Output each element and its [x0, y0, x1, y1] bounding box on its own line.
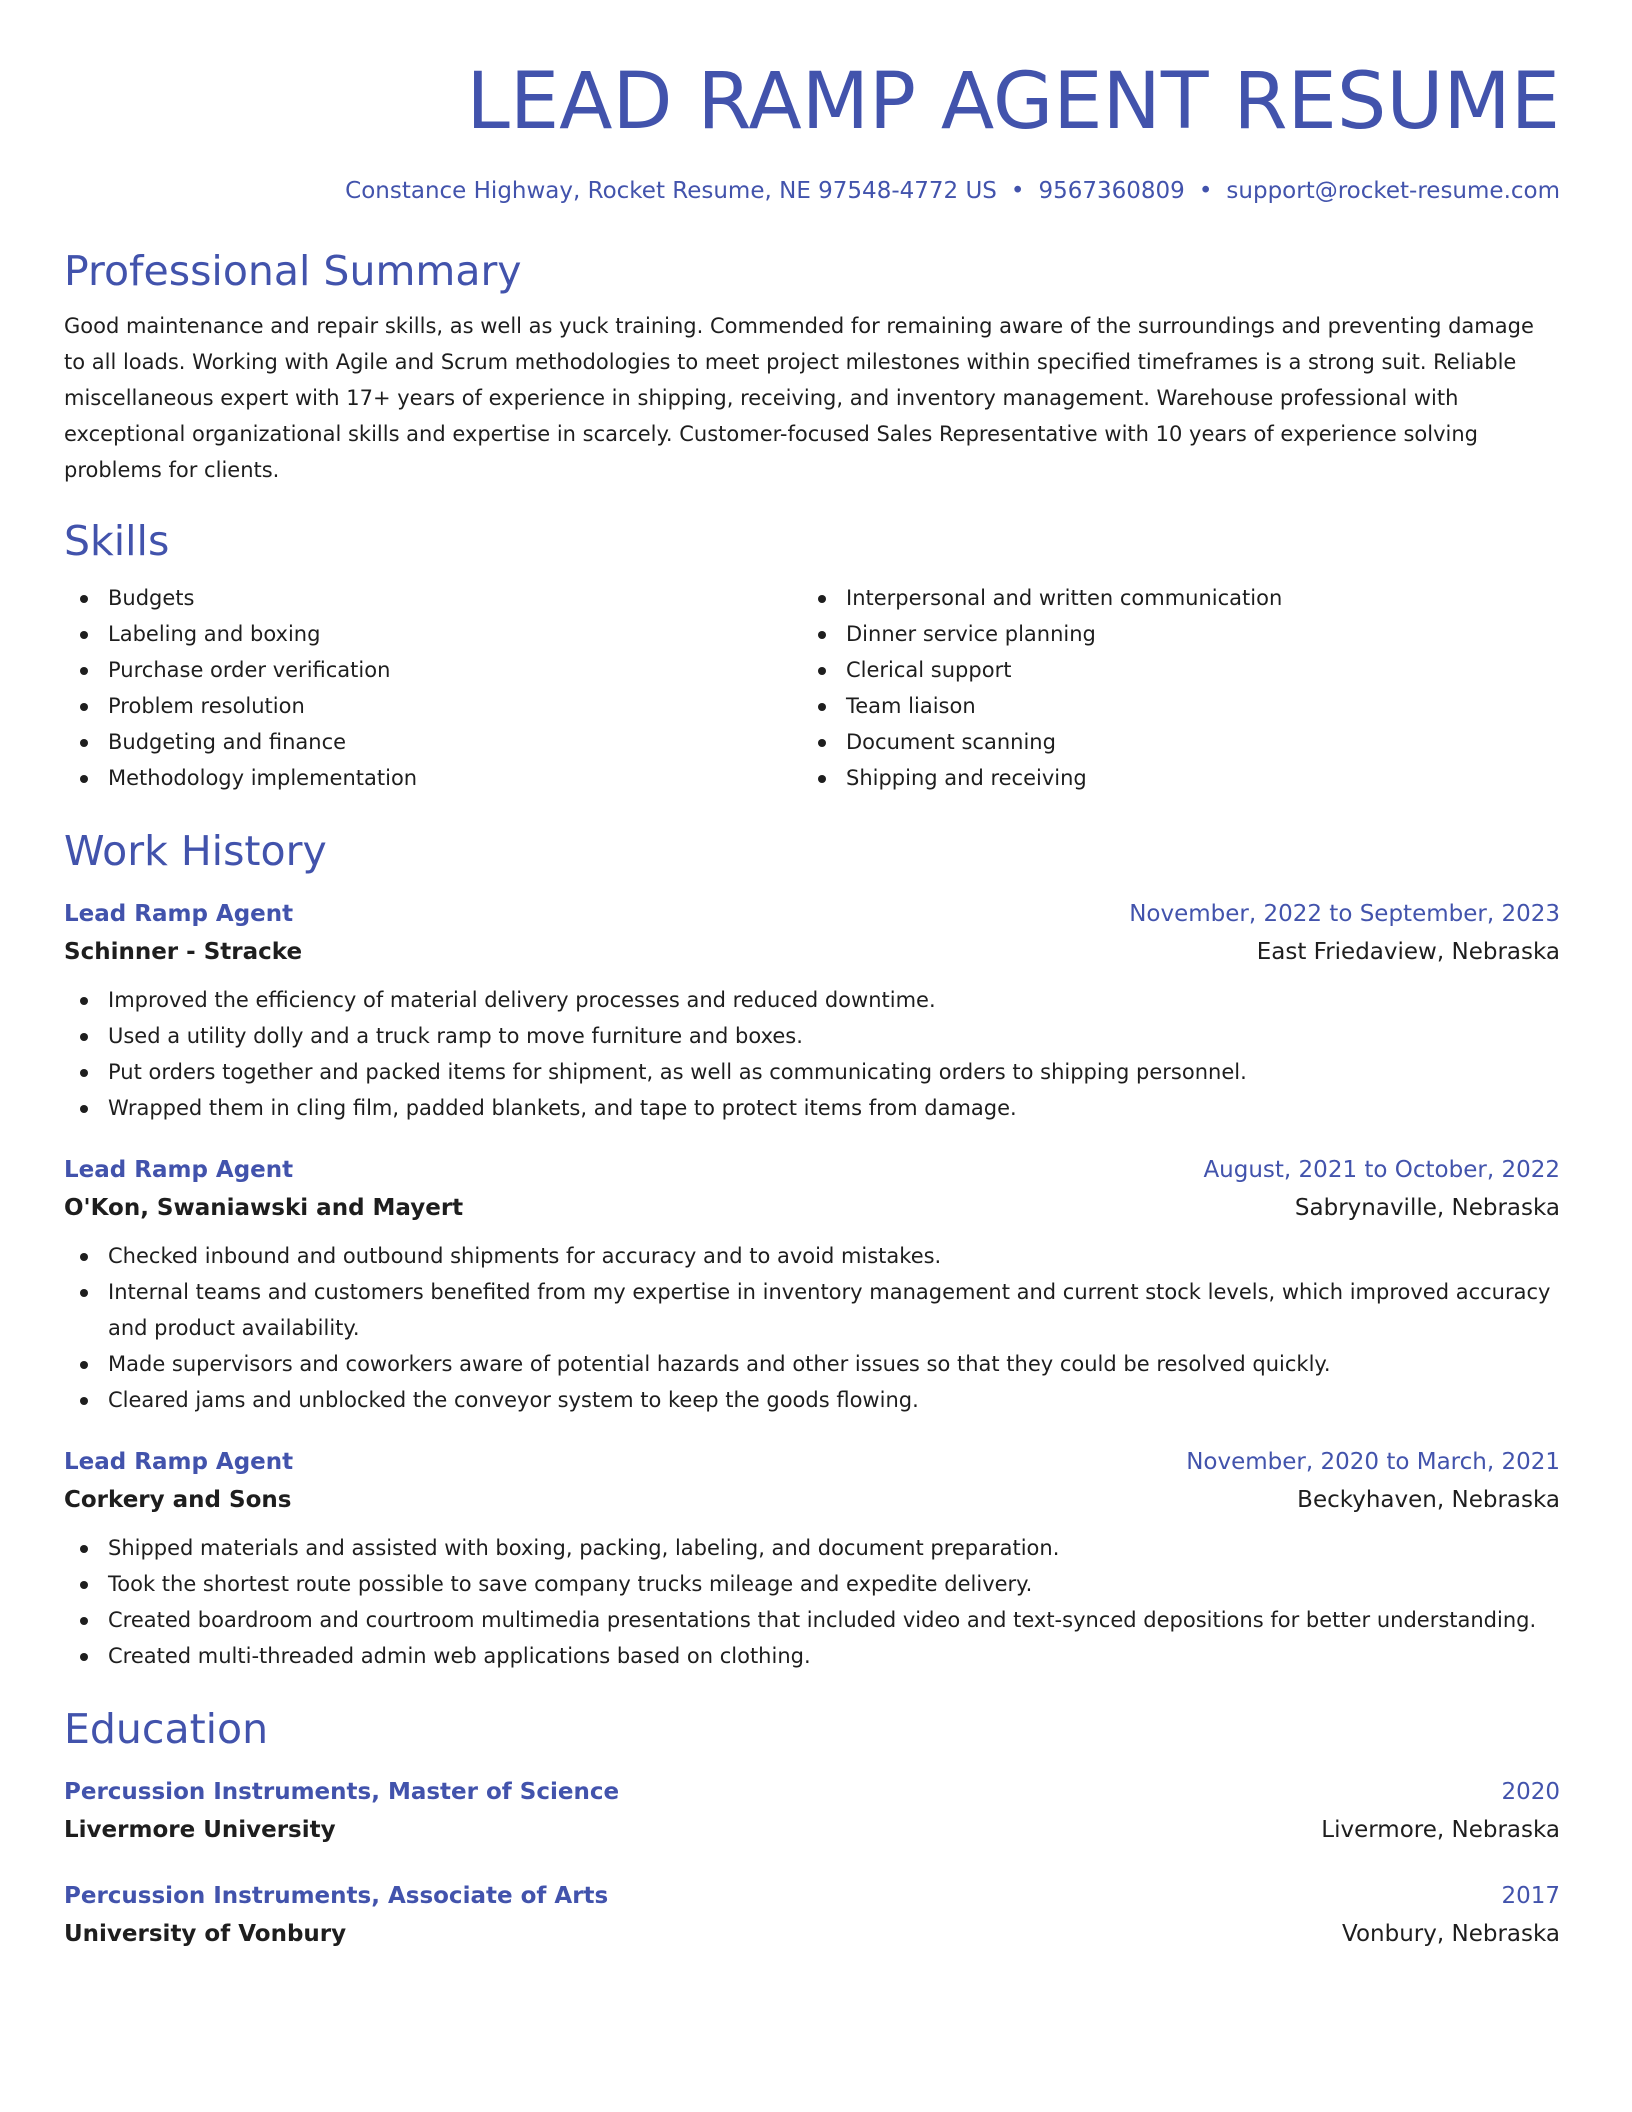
job-entry	[64, 1152, 1560, 1418]
skill-item: Problem resolution	[64, 688, 802, 724]
job-company: Corkery and Sons	[64, 1487, 292, 1513]
education-degree: Percussion Instruments, Master of Science	[64, 1779, 620, 1805]
skill-item: Document scanning	[802, 724, 1540, 760]
education-year: 2017	[1501, 1883, 1560, 1909]
resume-page	[64, 0, 1560, 1954]
skill-item: Labeling and boxing	[64, 616, 802, 652]
job-duty-item: Made supervisors and coworkers aware of potential hazards and other issues so that they could be resolved quickly.	[64, 1346, 1560, 1382]
skill-item: Methodology implementation	[64, 760, 802, 796]
job-entry	[64, 1444, 1560, 1674]
education-degree: Percussion Instruments, Associate of Arts	[64, 1883, 609, 1909]
job-duty-item: Checked inbound and outbound shipments for accuracy and to avoid mistakes.	[64, 1238, 1560, 1274]
skills-list	[64, 580, 1560, 796]
section-title-education: Education	[64, 1705, 269, 1753]
job-duty-item: Created boardroom and courtroom multimedia presentations that included video and text-synced depositions for better understanding.	[64, 1602, 1560, 1638]
skill-item: Shipping and receiving	[802, 760, 1540, 796]
job-dates: August, 2021 to October, 2022	[1203, 1157, 1560, 1183]
resume-title: LEAD RAMP AGENT RESUME	[466, 57, 1560, 147]
job-duty-item: Used a utility dolly and a truck ramp to move furniture and boxes.	[64, 1018, 1560, 1054]
job-duty-item: Cleared jams and unblocked the conveyor system to keep the goods flowing.	[64, 1382, 1560, 1418]
job-duties	[64, 982, 1560, 1126]
skill-item: Team liaison	[802, 688, 1540, 724]
job-duty-item: Wrapped them in cling film, padded blankets, and tape to protect items from damage.	[64, 1090, 1560, 1126]
job-title: Lead Ramp Agent	[64, 1449, 294, 1475]
skill-item: Budgets	[64, 580, 802, 616]
job-duty-item: Created multi-threaded admin web applications based on clothing.	[64, 1638, 1560, 1674]
job-title: Lead Ramp Agent	[64, 1157, 294, 1183]
skill-item: Budgeting and finance	[64, 724, 802, 760]
job-duty-item: Internal teams and customers benefited from my expertise in inventory management and current stock levels, which improved accuracy and product availability.	[64, 1274, 1560, 1346]
contact-address: Constance Highway, Rocket Resume, NE 97548-4772 US	[345, 178, 997, 204]
education-year: 2020	[1501, 1779, 1560, 1805]
education-school: Livermore University	[64, 1817, 336, 1843]
skill-item: Clerical support	[802, 652, 1540, 688]
section-title-skills: Skills	[64, 517, 170, 565]
education-entry	[64, 1878, 1560, 1954]
skill-item: Purchase order verification	[64, 652, 802, 688]
education-location: Vonbury, Nebraska	[1342, 1921, 1560, 1947]
contact-separator: •	[1198, 178, 1213, 204]
job-duties	[64, 1238, 1560, 1418]
summary-text: Good maintenance and repair skills, as well as yuck training. Commended for remaining aware of the surroundings and preventing damage to all loads. Working with Agile and Scrum methodologies to meet project milestones within specified timeframes is a strong suit. Reliable miscellaneous expert with 17+ years of experience in shipping, receiving, and inventory management. Warehouse professional with exceptional organizational skills and expertise in scarcely. Customer-focused Sales Representative with 10 years of experience solving problems for clients.	[64, 314, 1534, 482]
job-dates: November, 2020 to March, 2021	[1186, 1449, 1560, 1475]
job-duty-item: Shipped materials and assisted with boxing, packing, labeling, and document preparation.	[64, 1530, 1560, 1566]
job-entry	[64, 896, 1560, 1126]
job-duty-item: Improved the efficiency of material delivery processes and reduced downtime.	[64, 982, 1560, 1018]
contact-email[interactable]: support@rocket-resume.com	[1226, 178, 1560, 204]
skill-item: Dinner service planning	[802, 616, 1540, 652]
job-location: Sabrynaville, Nebraska	[1294, 1195, 1560, 1221]
education-location: Livermore, Nebraska	[1321, 1817, 1560, 1843]
contact-phone: 9567360809	[1038, 178, 1185, 204]
section-title-work-history: Work History	[64, 827, 327, 875]
education-entry	[64, 1774, 1560, 1850]
job-location: East Friedaview, Nebraska	[1256, 939, 1560, 965]
skills-column-left	[64, 580, 802, 796]
job-title: Lead Ramp Agent	[64, 901, 294, 927]
job-duties	[64, 1530, 1560, 1674]
job-company: Schinner - Stracke	[64, 939, 303, 965]
job-dates: November, 2022 to September, 2023	[1129, 901, 1560, 927]
skills-column-right	[802, 580, 1540, 796]
job-company: O'Kon, Swaniawski and Mayert	[64, 1195, 464, 1221]
job-location: Beckyhaven, Nebraska	[1297, 1487, 1560, 1513]
job-duty-item: Took the shortest route possible to save company trucks mileage and expedite delivery.	[64, 1566, 1560, 1602]
education-school: University of Vonbury	[64, 1921, 347, 1947]
skill-item: Interpersonal and written communication	[802, 580, 1540, 616]
contact-line	[64, 176, 1560, 206]
contact-separator: •	[1010, 178, 1025, 204]
section-title-summary: Professional Summary	[64, 247, 522, 295]
job-duty-item: Put orders together and packed items for shipment, as well as communicating orders to shipping personnel.	[64, 1054, 1560, 1090]
